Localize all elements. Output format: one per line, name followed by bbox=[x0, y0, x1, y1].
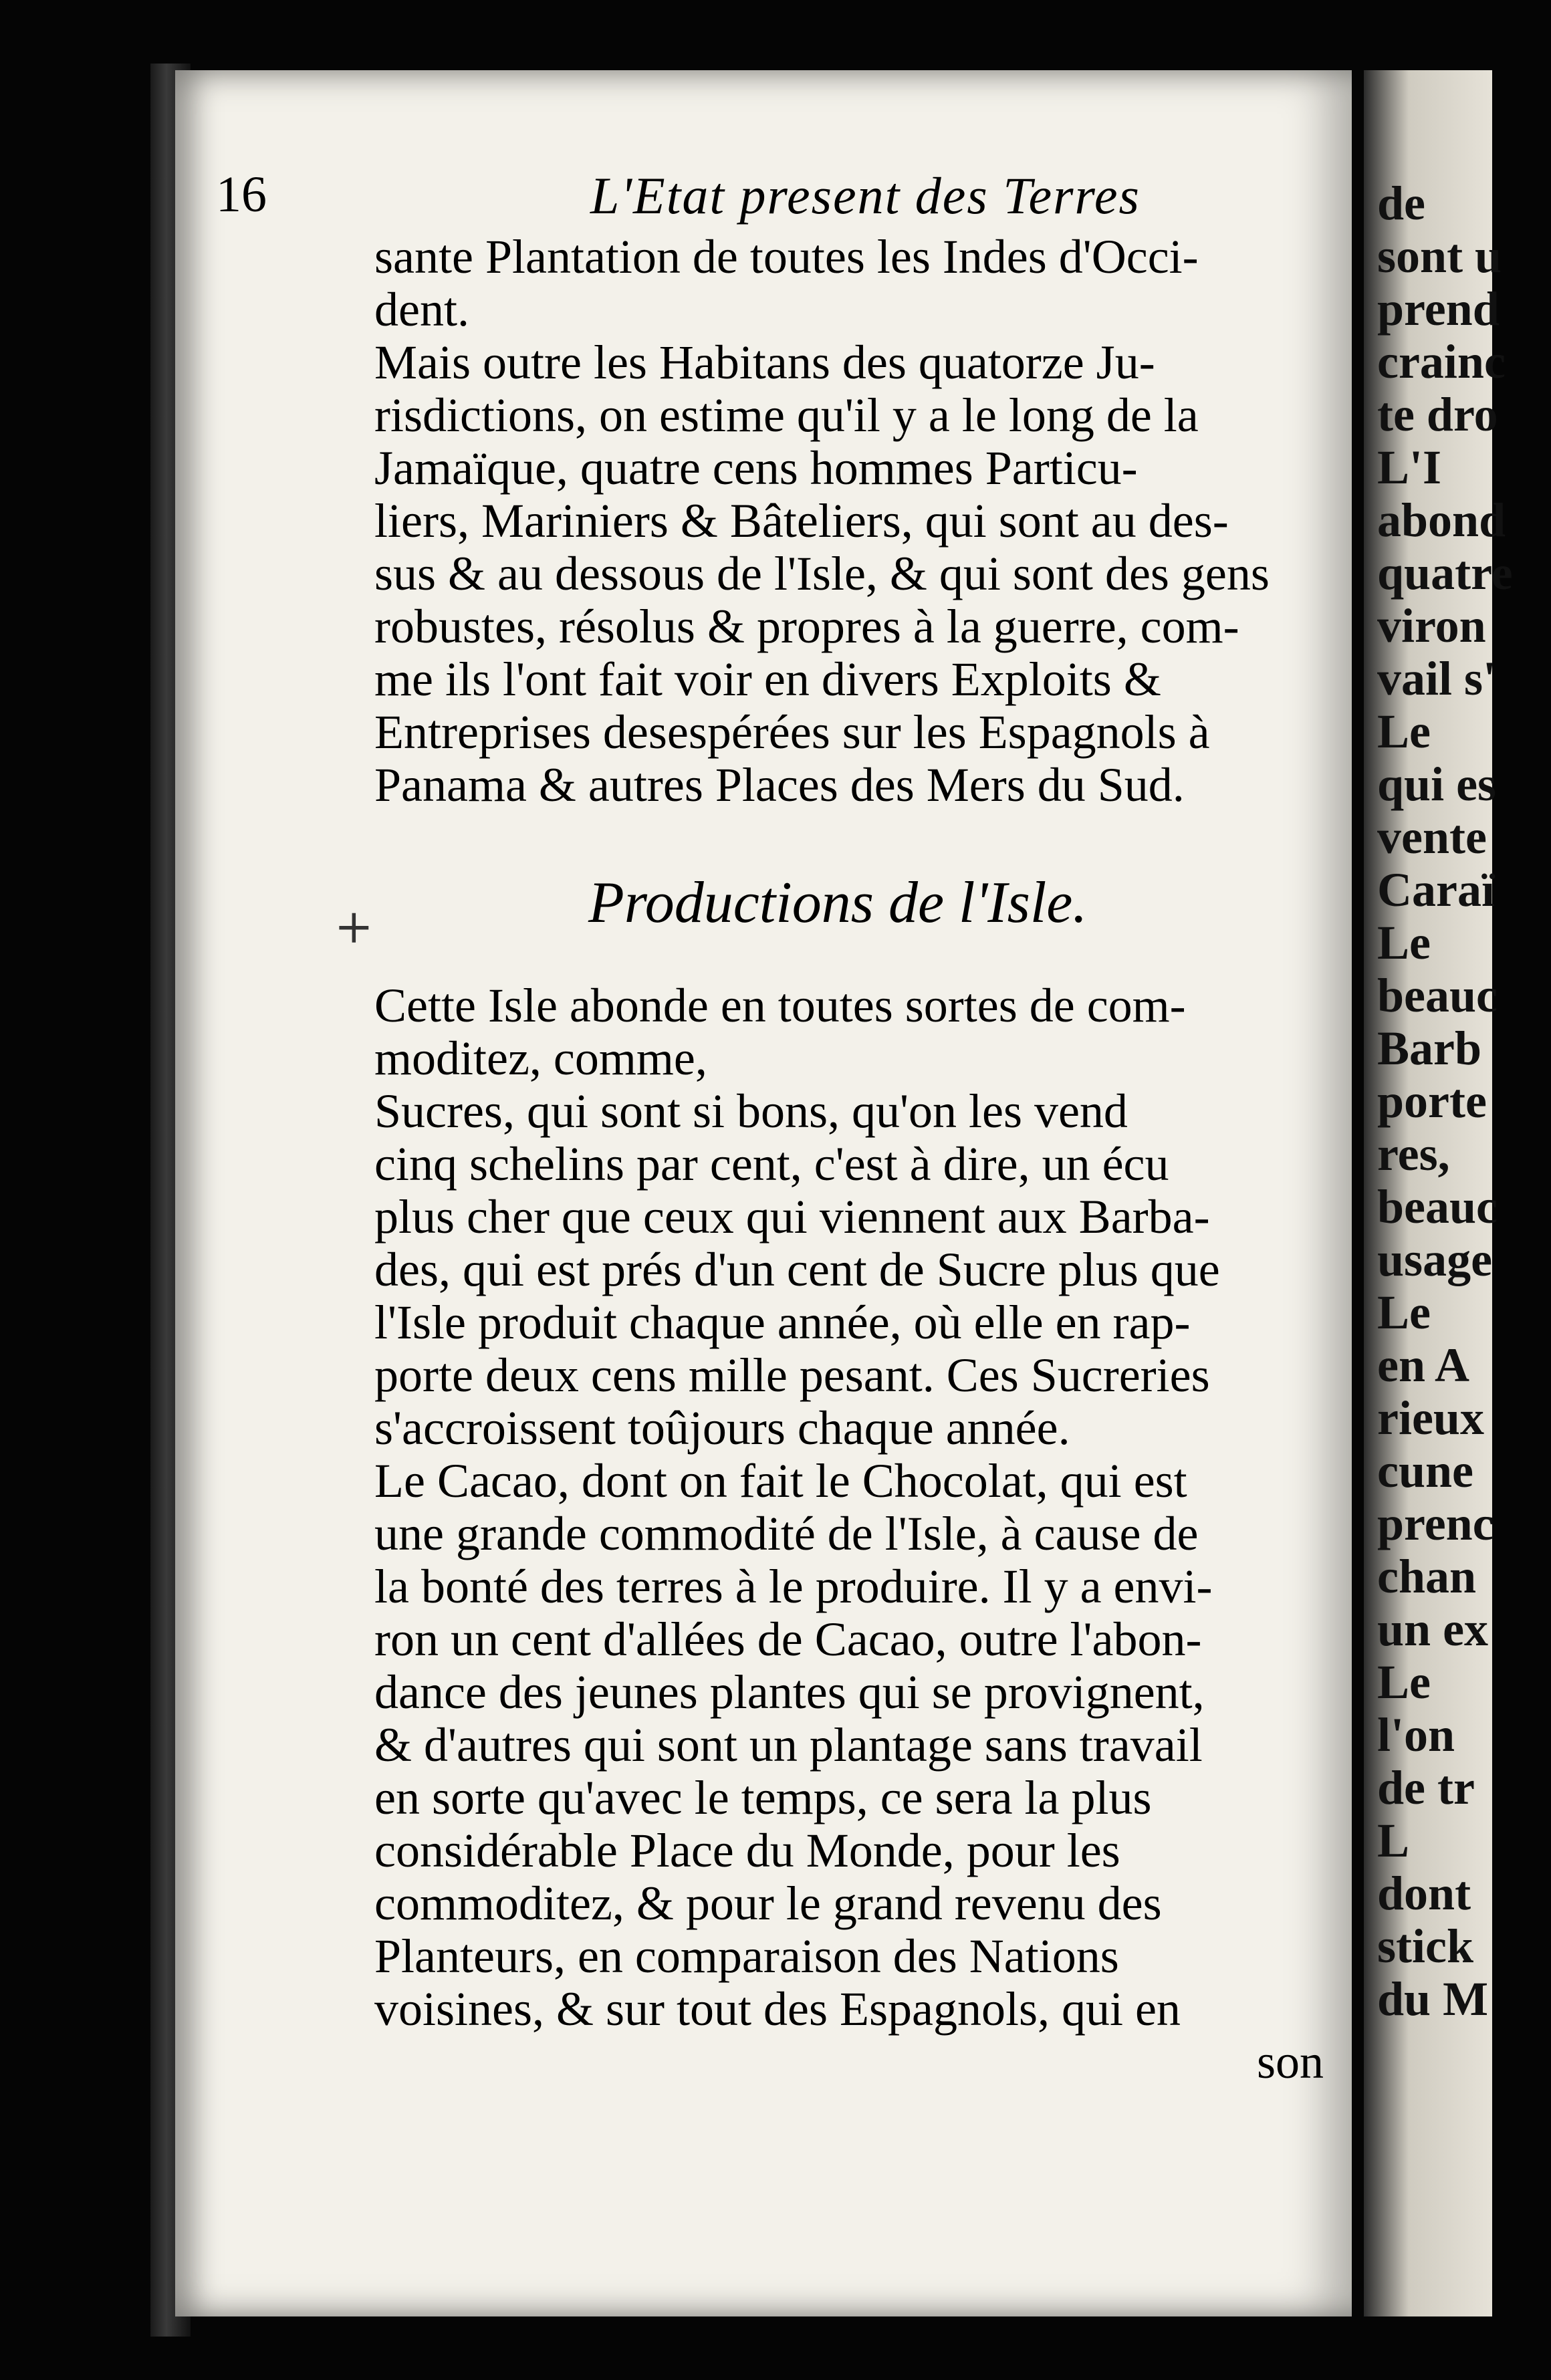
next-page-line: quatre bbox=[1377, 546, 1513, 600]
margin-cross-mark: + bbox=[334, 899, 374, 954]
next-page-line: L'I bbox=[1377, 441, 1442, 494]
next-page-line: crainc bbox=[1377, 335, 1506, 388]
text-line: Entreprises desespérées sur les Espagnols à bbox=[374, 705, 1210, 759]
next-page-line: beauc bbox=[1377, 969, 1498, 1022]
text-line: dance des jeunes plantes qui se provignent, bbox=[374, 1665, 1205, 1719]
text-line: Le Cacao, dont on fait le Chocolat, qui est bbox=[374, 1454, 1187, 1508]
text-line: voisines, & sur tout des Espagnols, qui en bbox=[374, 1982, 1181, 2036]
text-line: liers, Mariniers & Bâteliers, qui sont au des- bbox=[374, 494, 1229, 548]
text-line: sus & au dessous de l'Isle, & qui sont des gens bbox=[374, 547, 1270, 600]
next-page-edge bbox=[1364, 70, 1513, 2316]
next-page-line: cune bbox=[1377, 1444, 1473, 1498]
next-page-line: stick bbox=[1377, 1919, 1473, 1973]
next-page-line: Le bbox=[1377, 1286, 1431, 1339]
running-head: L'Etat present des Terres bbox=[590, 166, 1141, 225]
next-page-line: rieux bbox=[1377, 1391, 1484, 1445]
text-line: des, qui est prés d'un cent de Sucre plus que bbox=[374, 1243, 1220, 1296]
next-page-line: qui es bbox=[1377, 757, 1497, 811]
next-page-line: de tr bbox=[1377, 1761, 1475, 1814]
next-page-line: res, bbox=[1377, 1127, 1450, 1181]
next-page-line: prend bbox=[1377, 282, 1500, 336]
text-line: porte deux cens mille pesant. Ces Sucreries bbox=[374, 1348, 1210, 1402]
next-page-line: sont u bbox=[1377, 229, 1502, 283]
text-line: considérable Place du Monde, pour les bbox=[374, 1824, 1120, 1877]
next-page-line: te dro bbox=[1377, 388, 1498, 441]
text-line: moditez, comme, bbox=[374, 1032, 707, 1085]
text-line: une grande commodité de l'Isle, à cause de bbox=[374, 1507, 1199, 1560]
page-number: 16 bbox=[216, 166, 267, 223]
next-page-line: Le bbox=[1377, 705, 1431, 758]
next-page-line: L bbox=[1377, 1814, 1410, 1867]
next-page-line: porte bbox=[1377, 1074, 1487, 1128]
next-page-line: l'on bbox=[1377, 1708, 1455, 1762]
text-line: risdictions, on estime qu'il y a le long de la bbox=[374, 388, 1199, 442]
text-line: en sorte qu'avec le temps, ce sera la plus bbox=[374, 1771, 1152, 1824]
next-page-line: abond bbox=[1377, 493, 1506, 547]
next-page-line: beauc bbox=[1377, 1180, 1498, 1233]
text-line: Cette Isle abonde en toutes sortes de com- bbox=[374, 979, 1186, 1032]
next-page-line: un ex bbox=[1377, 1602, 1489, 1656]
text-line: dent. bbox=[374, 283, 469, 336]
text-line: & d'autres qui sont un plantage sans travail bbox=[374, 1718, 1203, 1772]
text-line: me ils l'ont fait voir en divers Exploits & bbox=[374, 652, 1161, 706]
text-line: Planteurs, en comparaison des Nations bbox=[374, 1929, 1119, 1983]
next-page-line: de bbox=[1377, 176, 1425, 230]
next-page-line: Le bbox=[1377, 916, 1431, 969]
next-page-line: Barb bbox=[1377, 1022, 1482, 1075]
text-line: la bonté des terres à le produire. Il y a envi- bbox=[374, 1560, 1213, 1613]
next-page-line: viron bbox=[1377, 599, 1486, 652]
next-page-line: prenc bbox=[1377, 1497, 1494, 1550]
text-line: cinq schelins par cent, c'est à dire, un écu bbox=[374, 1137, 1169, 1191]
text-line: ron un cent d'allées de Cacao, outre l'abon- bbox=[374, 1613, 1202, 1666]
next-page-line: Le bbox=[1377, 1655, 1431, 1709]
next-page-line: vente bbox=[1377, 810, 1487, 864]
text-line: commoditez, & pour le grand revenu des bbox=[374, 1877, 1162, 1930]
text-line: Jamaïque, quatre cens hommes Particu- bbox=[374, 441, 1138, 495]
catchword: son bbox=[1256, 2035, 1324, 2089]
text-line: plus cher que ceux qui viennent aux Barba- bbox=[374, 1190, 1210, 1243]
text-line: s'accroissent toûjours chaque année. bbox=[374, 1401, 1070, 1455]
next-page-line: chan bbox=[1377, 1550, 1477, 1603]
next-page-line: du M bbox=[1377, 1972, 1489, 2026]
next-page-line: dont bbox=[1377, 1867, 1471, 1920]
text-line: l'Isle produit chaque année, où elle en rap- bbox=[374, 1296, 1191, 1349]
text-line: Panama & autres Places des Mers du Sud. bbox=[374, 758, 1185, 812]
next-page-line: vail s' bbox=[1377, 652, 1497, 705]
text-line: Mais outre les Habitans des quatorze Ju- bbox=[374, 336, 1155, 389]
body-text-bottom bbox=[374, 979, 1324, 2089]
next-page-line: Caraï bbox=[1377, 863, 1495, 917]
next-page-line: usage bbox=[1377, 1233, 1493, 1286]
text-line: sante Plantation de toutes les Indes d'Occi- bbox=[374, 230, 1199, 283]
section-heading: Productions de l'Isle. bbox=[588, 870, 1088, 935]
text-line: Sucres, qui sont si bons, qu'on les vend bbox=[374, 1084, 1128, 1138]
next-page-line: en A bbox=[1377, 1338, 1470, 1392]
page-header bbox=[216, 166, 1326, 226]
body-text-top bbox=[374, 231, 1324, 812]
text-line: robustes, résolus & propres à la guerre, com- bbox=[374, 600, 1239, 653]
next-page-text bbox=[1377, 177, 1551, 2026]
